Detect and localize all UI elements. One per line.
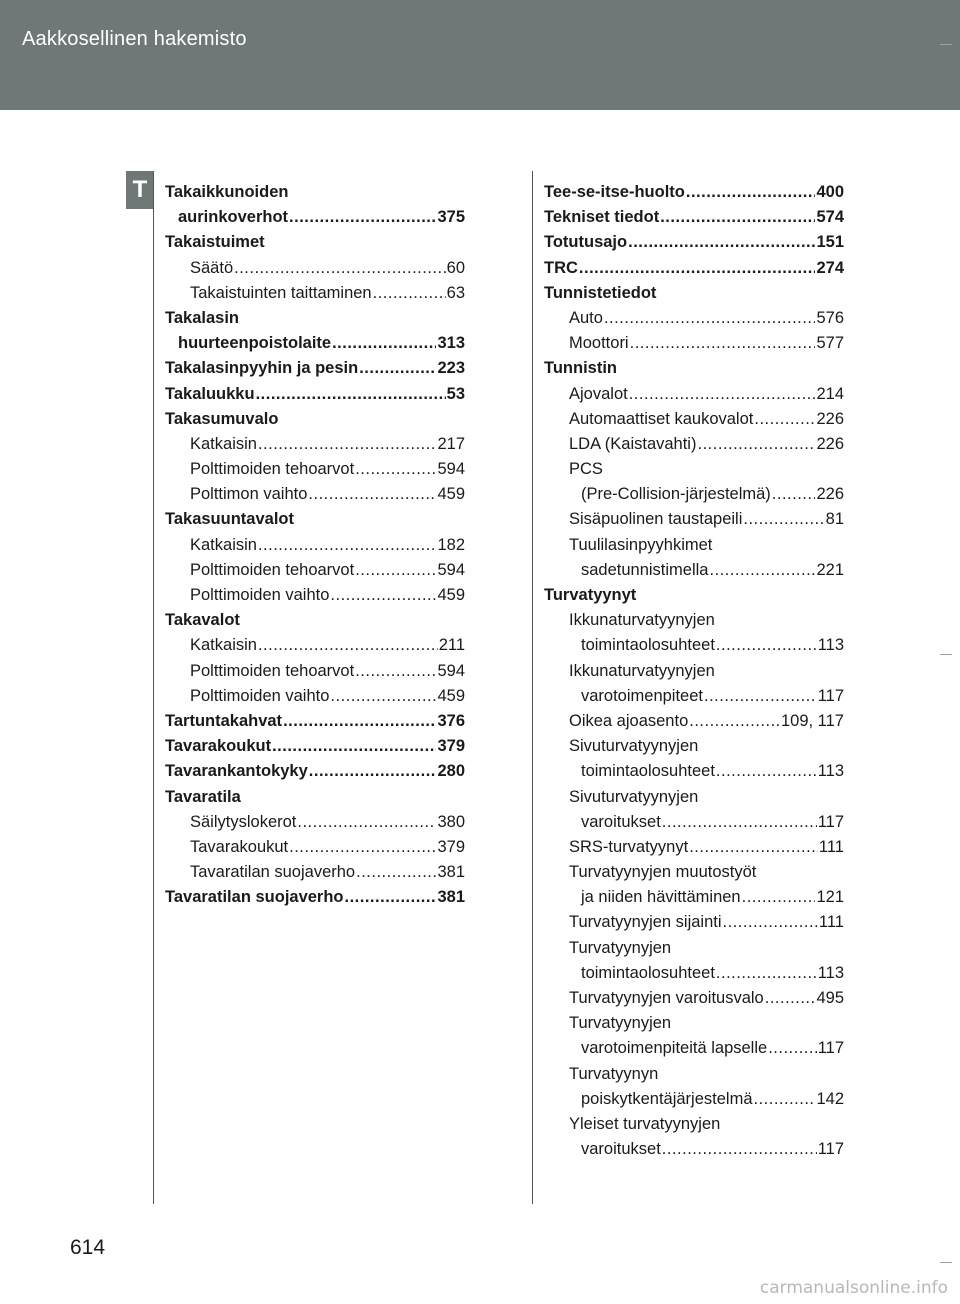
- page-ref: 576: [816, 308, 844, 327]
- page-ref: 400: [816, 183, 844, 201]
- page-ref: 182: [437, 535, 465, 554]
- index-entry: [165, 835, 465, 860]
- dot-leader: [765, 986, 816, 1011]
- dot-leader: [359, 356, 436, 381]
- page-ref: 376: [437, 711, 465, 730]
- entry-text: varoitukset: [581, 812, 661, 831]
- entry-text: poiskytkentäjärjestelmä: [581, 1089, 753, 1108]
- dot-leader: [579, 256, 816, 281]
- page-ref: 381: [437, 888, 465, 907]
- page-ref: 221: [816, 560, 844, 579]
- dot-leader: [697, 432, 815, 457]
- page-ref: 459: [437, 686, 465, 705]
- index-heading: [544, 281, 844, 306]
- index-heading: [165, 608, 465, 633]
- index-entry: [544, 256, 844, 281]
- index-entry: [544, 910, 844, 935]
- crop-mark: [940, 654, 952, 655]
- page-ref: 121: [816, 888, 844, 907]
- dot-leader: [710, 558, 816, 583]
- dot-leader: [256, 382, 446, 407]
- entry-text: Takaistuimet: [165, 233, 265, 252]
- page-ref: 109, 117: [780, 711, 844, 730]
- page-header: [0, 0, 960, 110]
- index-entry: [165, 810, 465, 835]
- index-heading: [544, 734, 844, 759]
- entry-text: Moottori: [569, 334, 629, 353]
- entry-text: Takavalot: [165, 611, 240, 630]
- page-ref: 63: [446, 283, 465, 302]
- page-ref: 217: [437, 434, 465, 453]
- dot-leader: [309, 759, 437, 784]
- entry-text: ja niiden hävittäminen: [581, 888, 741, 907]
- index-column-right: [544, 180, 844, 1162]
- entry-text: Tavaratilan suojaverho: [165, 888, 344, 907]
- dot-leader: [297, 810, 436, 835]
- entry-text: SRS-turvatyynyt: [569, 837, 689, 856]
- entry-text: varotoimenpiteet: [581, 686, 703, 705]
- entry-text: Oikea ajoasento: [569, 711, 689, 730]
- page-ref: 381: [437, 863, 465, 882]
- index-entry: [165, 457, 465, 482]
- entry-text: Polttimoiden tehoarvot: [190, 460, 355, 479]
- index-entry: [165, 331, 465, 356]
- page-ref: 379: [437, 737, 465, 756]
- dot-leader: [686, 180, 816, 205]
- page-ref: 60: [446, 258, 465, 277]
- entry-text: Turvatyynyjen: [569, 938, 672, 957]
- dot-leader: [258, 633, 438, 658]
- entry-text: Polttimoiden tehoarvot: [190, 661, 355, 680]
- dot-leader: [629, 382, 816, 407]
- header-title: Aakkosellinen hakemisto: [22, 28, 247, 50]
- page-ref: 226: [816, 485, 844, 504]
- entry-text: sadetunnistimella: [581, 560, 709, 579]
- index-heading: [544, 356, 844, 381]
- index-heading: [544, 1062, 844, 1087]
- page-ref: 81: [825, 510, 844, 529]
- index-heading: [165, 785, 465, 810]
- index-heading: [544, 936, 844, 961]
- entry-text: Katkaisin: [190, 434, 257, 453]
- entry-text: Turvatyynyn: [569, 1064, 659, 1083]
- index-heading: [544, 457, 844, 482]
- entry-text: Tartuntakahvat: [165, 711, 283, 730]
- page-ref: 214: [816, 384, 844, 403]
- index-entry: [165, 659, 465, 684]
- entry-text: Tavarakoukut: [190, 837, 289, 856]
- index-entry: [544, 1036, 844, 1061]
- dot-leader: [772, 482, 816, 507]
- dot-leader: [330, 684, 436, 709]
- entry-text: Takasumuvalo: [165, 409, 279, 428]
- page-number: 614: [70, 1236, 106, 1259]
- entry-text: Takaistuinten taittaminen: [190, 283, 372, 302]
- index-heading: [165, 180, 465, 205]
- page-ref: 117: [817, 1140, 844, 1159]
- dot-leader: [604, 306, 816, 331]
- entry-text: Säilytyslokerot: [190, 812, 297, 831]
- crop-mark: [940, 44, 952, 45]
- entry-text: Ajovalot: [569, 384, 628, 403]
- index-entry: [165, 256, 465, 281]
- index-entry: [544, 1137, 844, 1162]
- entry-text: Auto: [569, 308, 603, 327]
- dot-leader: [332, 331, 436, 356]
- entry-text: Polttimoiden vaihto: [190, 686, 330, 705]
- index-entry: [544, 633, 844, 658]
- entry-text: varotoimenpiteitä lapselle: [581, 1039, 768, 1058]
- entry-text: Katkaisin: [190, 535, 257, 554]
- index-heading: [544, 860, 844, 885]
- entry-text: Automaattiset kaukovalot: [569, 409, 754, 428]
- index-entry: [544, 432, 844, 457]
- page-ref: 111: [818, 837, 844, 856]
- index-entry: [165, 583, 465, 608]
- page-ref: 459: [437, 485, 465, 504]
- entry-text: Tavarankantokyky: [165, 762, 308, 781]
- entry-text: Tunnistin: [544, 359, 618, 378]
- page-ref: 223: [437, 359, 465, 378]
- index-entry: [165, 734, 465, 759]
- dot-leader: [689, 835, 818, 860]
- dot-leader: [272, 734, 436, 759]
- index-entry: [165, 356, 465, 381]
- entry-text: Takaluukku: [165, 384, 255, 403]
- entry-text: toimintaolosuhteet: [581, 762, 715, 781]
- dot-leader: [662, 810, 817, 835]
- entry-text: Takasuuntavalot: [165, 510, 294, 529]
- entry-text: Tee-se-itse-huolto: [544, 183, 685, 201]
- section-letter-tab: T: [126, 171, 154, 209]
- dot-leader: [356, 860, 436, 885]
- dot-leader: [289, 835, 436, 860]
- index-heading: [165, 507, 465, 532]
- page-ref: 117: [817, 686, 844, 705]
- dot-leader: [768, 1036, 816, 1061]
- dot-leader: [723, 910, 818, 935]
- entry-text: Sivuturvatyynyjen: [569, 787, 699, 806]
- dot-leader: [704, 684, 817, 709]
- page-ref: 594: [437, 560, 465, 579]
- index-heading: [544, 785, 844, 810]
- index-entry: [544, 885, 844, 910]
- entry-text: Tavarakoukut: [165, 737, 272, 756]
- dot-leader: [373, 281, 446, 306]
- index-entry: [544, 1087, 844, 1112]
- entry-text: LDA (Kaistavahti): [569, 434, 697, 453]
- page-ref: 151: [816, 233, 844, 252]
- entry-text: Polttimon vaihto: [190, 485, 308, 504]
- index-entry: [544, 709, 844, 734]
- page-ref: 117: [817, 812, 844, 831]
- entry-text: toimintaolosuhteet: [581, 963, 715, 982]
- dot-leader: [660, 205, 815, 230]
- index-entry: [544, 180, 844, 205]
- index-heading: [544, 533, 844, 558]
- page-ref: 380: [437, 812, 465, 831]
- index-column-left: [165, 180, 465, 910]
- index-entry: [165, 860, 465, 885]
- entry-text: PCS: [569, 460, 603, 479]
- index-entry: [544, 835, 844, 860]
- index-entry: [165, 482, 465, 507]
- dot-leader: [283, 709, 436, 734]
- dot-leader: [716, 961, 817, 986]
- dot-leader: [289, 205, 436, 230]
- index-entry: [544, 507, 844, 532]
- index-entry: [544, 230, 844, 255]
- page-ref: 274: [816, 258, 844, 277]
- dot-leader: [234, 256, 446, 281]
- dot-leader: [258, 432, 437, 457]
- column-divider-middle: [532, 171, 533, 1204]
- entry-text: Sisäpuolinen taustapeili: [569, 510, 743, 529]
- dot-leader: [308, 482, 436, 507]
- index-entry: [544, 382, 844, 407]
- page-ref: 113: [817, 762, 844, 781]
- index-entry: [165, 885, 465, 910]
- index-entry: [544, 759, 844, 784]
- page-ref: 53: [446, 384, 465, 403]
- page-ref: 226: [816, 409, 844, 428]
- entry-text: (Pre-Collision-järjestelmä): [581, 485, 771, 504]
- index-entry: [165, 759, 465, 784]
- entry-text: Takalasin: [165, 308, 239, 327]
- index-entry: [544, 205, 844, 230]
- entry-text: Polttimoiden vaihto: [190, 586, 330, 604]
- entry-text: Tunnistetiedot: [544, 283, 657, 302]
- dot-leader: [689, 709, 780, 734]
- index-heading: [165, 407, 465, 432]
- dot-leader: [630, 331, 816, 356]
- index-entry: [544, 407, 844, 432]
- index-entry: [544, 558, 844, 583]
- index-entry: [544, 331, 844, 356]
- entry-text: Turvatyynyt: [544, 586, 637, 604]
- dot-leader: [258, 533, 437, 558]
- index-entry: [544, 482, 844, 507]
- index-heading: [544, 608, 844, 633]
- index-entry: [544, 961, 844, 986]
- page-ref: 226: [816, 434, 844, 453]
- dot-leader: [743, 507, 824, 532]
- dot-leader: [742, 885, 816, 910]
- page-ref: 495: [816, 989, 844, 1007]
- index-entry: [165, 684, 465, 709]
- page-ref: 594: [437, 661, 465, 680]
- index-heading: [165, 230, 465, 255]
- page-ref: 594: [437, 460, 465, 479]
- entry-text: Säätö: [190, 258, 234, 277]
- index-entry: [165, 533, 465, 558]
- page-ref: 375: [437, 208, 465, 227]
- entry-text: Katkaisin: [190, 636, 257, 655]
- index-entry: [165, 558, 465, 583]
- index-entry: [165, 633, 465, 658]
- entry-text: Turvatyynyjen varoitusvalo: [569, 989, 764, 1007]
- entry-text: toimintaolosuhteet: [581, 636, 715, 655]
- dot-leader: [716, 759, 817, 784]
- column-divider-left: [153, 171, 154, 1204]
- entry-text: Ikkunaturvatyynyjen: [569, 611, 715, 630]
- dot-leader: [345, 885, 437, 910]
- index-entry: [165, 382, 465, 407]
- entry-text: Polttimoiden tehoarvot: [190, 560, 355, 579]
- index-heading: [544, 1011, 844, 1036]
- entry-text: Turvatyynyjen muutostyöt: [569, 863, 757, 882]
- entry-text: Ikkunaturvatyynyjen: [569, 661, 715, 680]
- watermark: carmanualsonline.info: [759, 1278, 948, 1298]
- entry-text: TRC: [544, 258, 578, 277]
- entry-text: Totutusajo: [544, 233, 628, 252]
- dot-leader: [628, 230, 815, 255]
- entry-text: Takaikkunoiden: [165, 183, 289, 201]
- entry-text: varoitukset: [581, 1140, 661, 1159]
- dot-leader: [355, 457, 436, 482]
- page-ref: 111: [818, 913, 844, 932]
- dot-leader: [754, 1087, 816, 1112]
- dot-leader: [330, 583, 436, 608]
- index-heading: [165, 306, 465, 331]
- page-ref: 379: [437, 837, 465, 856]
- entry-text: huurteenpoistolaite: [178, 334, 332, 353]
- entry-text: Turvatyynyjen: [569, 1014, 672, 1033]
- page-ref: 211: [438, 636, 465, 655]
- entry-text: Tuulilasinpyyhkimet: [569, 535, 713, 554]
- entry-text: Tekniset tiedot: [544, 208, 660, 227]
- index-entry: [544, 684, 844, 709]
- dot-leader: [716, 633, 817, 658]
- page-ref: 577: [816, 334, 844, 353]
- index-entry: [165, 432, 465, 457]
- dot-leader: [355, 558, 436, 583]
- index-heading: [544, 1112, 844, 1137]
- index-entry: [165, 709, 465, 734]
- dot-leader: [662, 1137, 817, 1162]
- entry-text: aurinkoverhot: [178, 208, 289, 227]
- dot-leader: [355, 659, 436, 684]
- entry-text: Tavaratila: [165, 787, 241, 806]
- page-ref: 142: [816, 1089, 844, 1108]
- page-ref: 574: [816, 208, 844, 227]
- index-entry: [165, 205, 465, 230]
- page-ref: 313: [437, 334, 465, 353]
- index-entry: [165, 281, 465, 306]
- page-ref: 280: [437, 762, 465, 781]
- entry-text: Sivuturvatyynyjen: [569, 737, 699, 756]
- crop-mark: [940, 1262, 952, 1263]
- index-heading: [544, 659, 844, 684]
- index-entry: [544, 810, 844, 835]
- page-ref: 117: [817, 1039, 844, 1058]
- dot-leader: [754, 407, 815, 432]
- entry-text: Yleiset turvatyynyjen: [569, 1114, 721, 1133]
- index-heading: [544, 583, 844, 608]
- entry-text: Tavaratilan suojaverho: [190, 863, 356, 882]
- entry-text: Takalasinpyyhin ja pesin: [165, 359, 359, 378]
- index-entry: [544, 306, 844, 331]
- page-ref: 113: [817, 636, 844, 655]
- page-ref: 113: [817, 963, 844, 982]
- page-ref: 459: [437, 586, 465, 604]
- entry-text: Turvatyynyjen sijainti: [569, 913, 722, 932]
- index-entry: [544, 986, 844, 1011]
